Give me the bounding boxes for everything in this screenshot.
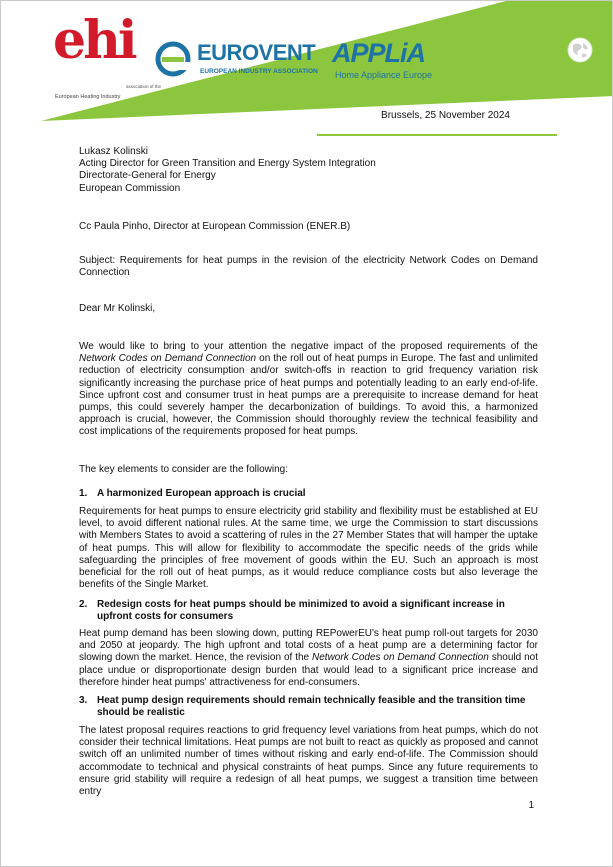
epee-logo: EPEE	[460, 39, 534, 69]
section-1-heading: 1. A harmonized European approach is crucial	[79, 488, 306, 499]
recipient-department: Directorate-General for Energy	[79, 170, 216, 182]
section-3-heading: 3. Heat pump design requirements should remain technically feasible and the transition time should be realistic	[79, 695, 526, 719]
applia-logo-subtitle: Home Appliance Europe	[335, 70, 433, 80]
eurovent-logo-subtitle: EUROPEAN INDUSTRY ASSOCIATION	[200, 68, 318, 75]
subject-line: Subject: Requirements for heat pumps in the revision of the electricity Network Codes on Demand Connection	[79, 255, 538, 279]
globe-icon	[567, 37, 593, 63]
section-1-body: Requirements for heat pumps to ensure electricity grid stability and flexibility must be established at EU level, to avoid different national rules. At the same time, we urge the Commission to start discussions with Members States to avoid a scattering of rules in the 27 Member States that will hamper the uptake of heat pumps. This will allow for flexibility to accommodate the specific needs of the grids while safeguarding the principles of free movement of goods within the EU. Such an approach is most beneficial for the roll out of heat pumps, as it would reduce compliance costs but also leverage the benefits of the Single Market.	[79, 506, 538, 591]
header-divider	[317, 134, 557, 136]
recipient-organization: European Commission	[79, 182, 181, 194]
salutation: Dear Mr Kolinski,	[79, 303, 156, 314]
page-number: 1	[528, 800, 534, 811]
eurovent-logo: EUROVENT	[197, 40, 316, 65]
recipient-block	[79, 146, 538, 195]
recipient-name: Lukasz Kolinski	[79, 146, 148, 157]
cc-line: Cc Paula Pinho, Director at European Commission (ENER.B)	[79, 221, 351, 232]
recipient-title: Acting Director for Green Transition and Energy System Integration	[79, 158, 376, 170]
intro-paragraph: We would like to bring to your attention the negative impact of the proposed requirements of the Network Codes on Demand Connection on the roll out of heat pumps in Europe. The fast and unlimited reduction of electricity consumption and/or switch-offs in reaction to grid frequency variation risk significantly increasing the purchase price of heat pumps and potentially leading to an early end-of-life. Since upfront cost and consumer trust in heat pumps are a prerequisite to increase demand for heat pumps, this could severely hamper the decarbonization of buildings. To avoid this, a harmonized approach is crucial, however, the Commission should thoroughly review the technical feasibility and cost implications of the requirements proposed for heat pumps.	[79, 341, 538, 438]
section-2-body: Heat pump demand has been slowing down, putting REPowerEU's heat pump roll-out targets for 2030 and 2050 at jeopardy. The high upfront and total costs of a heat pump are a determining factor for slowing down the market. Hence, the revision of the Network Codes on Demand Connection should not place undue or disproportionate design burden that would lead to a significant price increase and therefore hinder heat pumps' attractiveness for end-consumers.	[79, 628, 538, 688]
section-2-heading: 2. Redesign costs for heat pumps should be minimized to avoid a significant increase in upfront costs for consumers	[79, 599, 505, 623]
ehi-logo: ehi	[53, 10, 135, 71]
section-3-body: The latest proposal requires reactions to grid frequency level variations from heat pumps, which do not consider their technical limitations. Heat pumps are not built to react as quickly as proposed and cannot switch off an unlimited number of times without risking and early end-of-life. The Commission should accommodate to technical and physical constraints of heat pumps. Since any future requirements to ensure grid stability will require a redesign of all heat pumps, we suggest a transition time between entry	[79, 725, 538, 798]
ehi-logo-caption: European Heating Industry	[55, 94, 121, 100]
eurovent-e-icon	[154, 40, 192, 78]
applia-logo: APPLiA	[332, 38, 426, 68]
ehi-logo-subtitle: association of the	[125, 84, 161, 89]
key-elements-intro: The key elements to consider are the following:	[79, 464, 288, 475]
letter-date: Brussels, 25 November 2024	[381, 110, 510, 121]
